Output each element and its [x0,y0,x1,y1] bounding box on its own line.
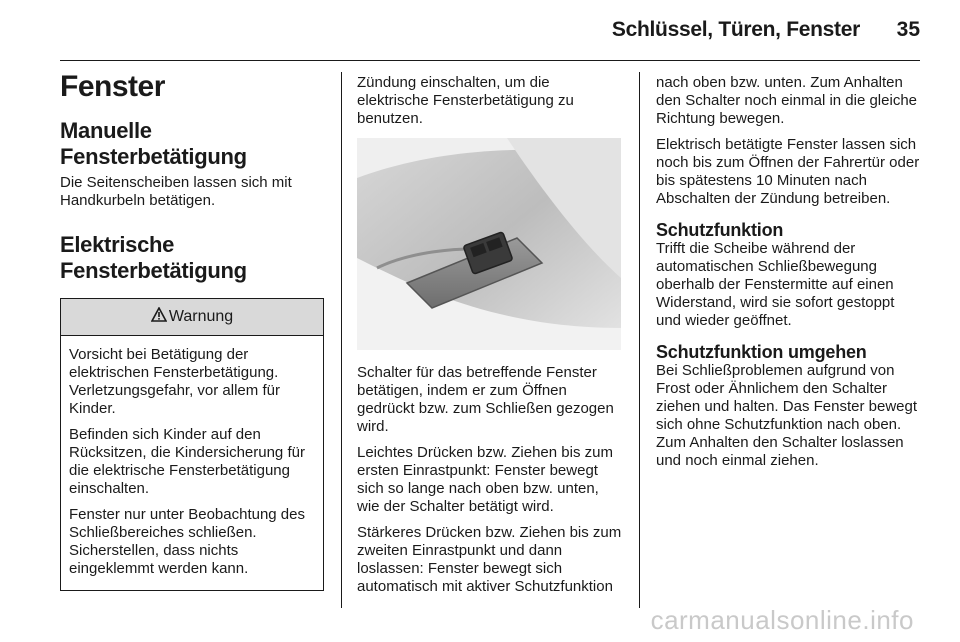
after-ignition-text: Elektrisch betätigte Fenster lassen sich noch bis zum Öffnen der Fahrertür oder bis spätestens 10 Minuten nach Abschalten der Zündung betreiben. [656,136,920,207]
override-text: Bei Schließproblemen aufgrund von Frost oder Ähnlichem den Schalter ziehen und halten. Das Fenster bewegt sich ohne Schutzfunktion nach oben. Zum Anhalten den Schalter loslassen und noch einmal ziehen. [656,362,917,469]
header-rule [60,60,920,61]
window-switch-photo [357,138,621,350]
warning-box [60,298,324,591]
column-divider-left [341,72,342,608]
column-divider-right [639,72,640,608]
electric-window-heading: Elektrische Fensterbetätigung [60,232,247,283]
section-title: Fenster [60,70,165,103]
light-press-text: Leichtes Drücken bzw. Ziehen bis zum ersten Einrastpunkt: Fenster bewegt sich so lange nach oben bzw. unten, wie der Schalter betätigt wird. [357,444,613,515]
manual-window-text: Die Seitenscheiben lassen sich mit Handkurbeln betätigen. [60,174,292,209]
warning-text-2: Befinden sich Kinder auf den Rücksitzen, die Kindersicherung für die elektrische Fensterbetätigung einschalten. [69,426,305,497]
column-1 [60,70,324,591]
header-title: Schlüssel, Türen, Fenster [611,18,860,41]
firm-press-text: Stärkeres Drücken bzw. Ziehen bis zum zweiten Einrastpunkt und dann loslassen: Fenster bewegt sich automatisch mit aktiver Schutzfunktion [357,524,622,595]
protection-heading: Schutzfunktion [656,220,784,240]
warning-title: Warnung [168,308,234,325]
column-2 [357,74,623,604]
warning-body [61,336,323,590]
ignition-text: Zündung einschalten, um die elektrische Fensterbetätigung zu benutzen. [357,74,574,127]
column-3 [656,74,922,478]
protection-text: Trifft die Scheibe während der automatischen Schließbewegung oberhalb der Fenstermitte auf einen Widerstand, wird sie sofort gestoppt und wieder geöffnet. [656,240,895,329]
warning-triangle-icon [151,307,167,327]
page-number: 35 [896,18,920,41]
operate-switch-text: Schalter für das betreffende Fenster betätigen, indem er zum Öffnen gedrückt bzw. zum Schließen gezogen wird. [357,364,614,435]
footer-watermark: carmanualsonline.info [650,605,914,635]
warning-text-3: Fenster nur unter Beobachtung des Schließbereiches schließen. Sicherstellen, dass nichts eingeklemmt werden kann. [69,506,305,577]
stop-text: nach oben bzw. unten. Zum Anhalten den Schalter noch einmal in die gleiche Richtung bewegen. [656,74,917,127]
override-heading: Schutzfunktion umgehen [656,342,867,362]
warning-header [61,299,323,336]
warning-text-1: Vorsicht bei Betätigung der elektrischen Fensterbetätigung. Verletzungsgefahr, vor allem für Kinder. [69,346,280,417]
manual-window-heading: Manuelle Fensterbetätigung [60,118,247,169]
